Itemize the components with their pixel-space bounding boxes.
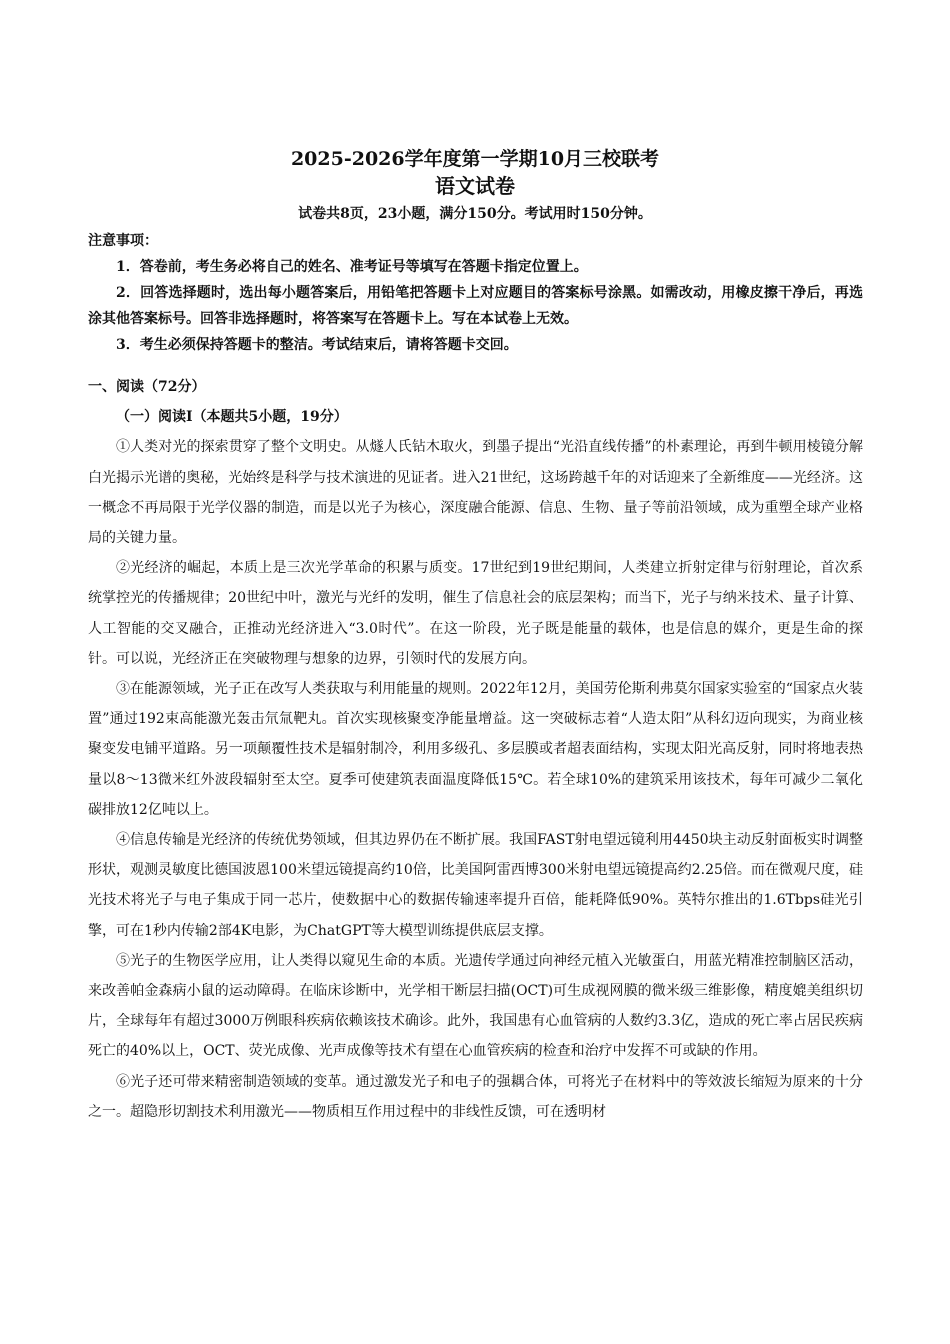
subsection-heading: （一）阅读Ⅰ（本题共5小题，19分）: [116, 409, 348, 426]
paragraph-2: ②光经济的崛起，本质上是三次光学革命的积累与质变。17世纪到19世纪期间，人类建立折射定律与衍射理论，首次系统掌控光的传播规律；20世纪中叶，激光与光纤的发明，催生了信息社会的底层架构；而当下，光子与纳米技术、量子计算、人工智能的交叉融合，正推动光经济进入“3.0时代”。在这一阶段，光子既是能量的载体，也是信息的媒介，更是生命的探针。可以说，光经济正在突破物理与想象的边界，引领时代的发展方向。: [88, 560, 863, 667]
notes-item-2: 2．回答选择题时，选出每小题答案后，用铅笔把答题卡上对应题目的答案标号涂黑。如需改动，用橡皮擦干净后，再选涂其他答案标号。回答非选择题时，将答案写在答题卡上。写在本试卷上无效。: [88, 285, 863, 327]
notes-section: [88, 228, 863, 358]
paragraph-6: ⑥光子还可带来精密制造领域的变革。通过激发光子和电子的强耦合体，可将光子在材料中的等效波长缩短为原来的十分之一。超隐形切割技术利用激光——物质相互作用过程中的非线性反馈，可在透明材: [88, 1073, 863, 1120]
paragraph-4: ④信息传输是光经济的传统优势领域，但其边界仍在不断扩展。我国FAST射电望远镜利用4450块主动反射面板实时调整形状，观测灵敏度比德国波恩100米望远镜提高约10倍，比美国阿雷西博300米射电望远镜提高约2.25倍。而在微观尺度，硅光技术将光子与电子集成于同一芯片，使数据中心的数据传输速率提升百倍，能耗降低90%。英特尔推出的1.6Tbps硅光引擎，可在1秒内传输2部4K电影，为ChatGPT等大模型训练提供底层支撑。: [88, 832, 863, 939]
paragraph-5: ⑤光子的生物医学应用，让人类得以窥见生命的本质。光遗传学通过向神经元植入光敏蛋白，用蓝光精准控制脑区活动，来改善帕金森病小鼠的运动障碍。在临床诊断中，光学相干断层扫描(OCT)可生成视网膜的微米级三维影像，精度媲美组织切片，全球每年有超过3000万例眼科疾病依赖该技术确诊。此外，我国患有心血管病的人数约3.3亿，造成的死亡率占居民疾病死亡的40%以上，OCT、荧光成像、光声成像等技术有望在心血管疾病的检查和治疗中发挥不可或缺的作用。: [88, 952, 863, 1060]
notes-item-1: 1．答卷前，考生务必将自己的姓名、准考证号等填写在答题卡指定位置上。: [116, 259, 588, 275]
section-heading: 一、阅读（72分）: [88, 379, 206, 395]
paragraph-3: ③在能源领域，光子正在改写人类获取与利用能量的规则。2022年12月，美国劳伦斯利弗莫尔国家实验室的“国家点火装置”通过192束高能激光轰击氘氚靶丸。首次实现核聚变净能量增益。这一突破标志着“人造太阳”从科幻迈向现实，为商业核聚变发电铺平道路。另一项颠覆性技术是辐射制冷，利用多级孔、多层膜或者超表面结构，实现太阳光高反射，同时将地表热量以8～13微米红外波段辐射至太空。夏季可使建筑表面温度降低15℃。若全球10%的建筑采用该技术，每年可减少二氧化碳排放12亿吨以上。: [88, 681, 863, 818]
exam-info: 试卷共8页，23小题，满分150分。考试用时150分钟。: [298, 206, 652, 222]
exam-title: 2025-2026学年度第一学期10月三校联考: [290, 148, 660, 170]
reading-section: [88, 372, 863, 1127]
notes-heading: 注意事项：: [88, 233, 158, 249]
subject-title: 语文试卷: [435, 174, 515, 198]
paragraph-1: ①人类对光的探索贯穿了整个文明史。从燧人氏钻木取火，到墨子提出“光沿直线传播”的朴素理论，再到牛顿用棱镜分解白光揭示光谱的奥秘，光始终是科学与技术演进的见证者。进入21世纪，这场跨越千年的对话迎来了全新维度——光经济。这一概念不再局限于光学仪器的制造，而是以光子为核心，深度融合能源、信息、生物、量子等前沿领域，成为重塑全球产业格局的关键力量。: [88, 439, 863, 547]
notes-item-3: 3．考生必须保持答题卡的整洁。考试结束后，请将答题卡交回。: [116, 337, 518, 353]
